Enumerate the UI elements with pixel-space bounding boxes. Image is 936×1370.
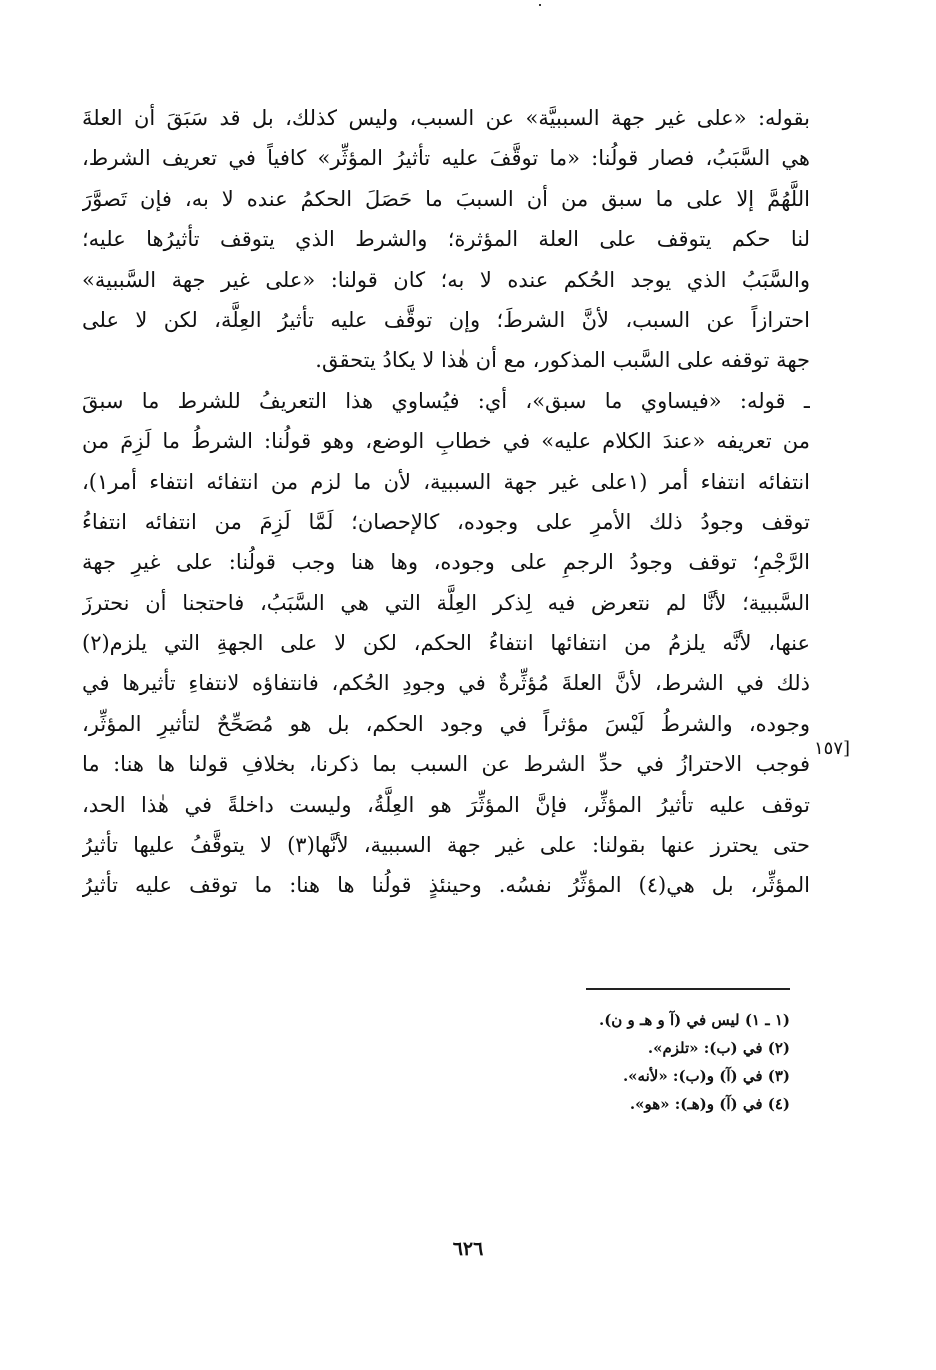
- text-line: بقوله: «على غير جهة السببيَّة» عن السبب، وليس كذلك، بل قد سَبَقَ أن العلةَ: [82, 106, 810, 130]
- text-line: والسَّبَبُ الذي يوجد الحُكم عنده لا به؛ كان قولنا: «على غير جهة السَّببية»: [82, 267, 810, 292]
- margin-page-reference: [١٥٧: [814, 738, 851, 759]
- text-line: الرَّجْمِ؛ توقف وجودُ الرجمِ على وجوده، وها هنا وجب قولُنا: على غيرِ جهة: [82, 550, 810, 575]
- page-number: ٦٢٦: [452, 1238, 484, 1260]
- text-line: وجوده، والشرطُ لَيْسَ مؤثراً في وجود الحكم، بل هو مُصَحِّحٌ لتأثيرِ المؤثِّر،: [82, 711, 810, 736]
- text-line: توقف عليه تأثيرُ المؤثِّر، فإنَّ المؤثِّرَ هو العِلَّةُ، وليست داخلةً في هٰذا الحد،: [82, 792, 810, 817]
- text-line: ـ قوله: «فيساوي ما سبق»، أي: فيُساوي هذا التعريفُ للشرط ما سبقَ: [82, 388, 810, 413]
- main-text: [82, 98, 810, 906]
- footnotes: [599, 1006, 790, 1118]
- text-line: من تعريفه «عندَ الكلام عليه» في خطابِ الوضع، وهو قولُنا: الشرطُ ما لَزِمَ من: [82, 429, 810, 454]
- text-line: هي السَّبَبُ، فصار قولُنا: «ما توقَّفَ عليه تأثيرُ المؤثِّر» كافياً في تعريف الشرط،: [82, 146, 810, 171]
- text-line: احترازاً عن السبب، لأنَّ الشرطَ؛ وإن توقَّف عليه تأثيرُ العِلَّة، لكن لا على: [82, 307, 810, 332]
- text-line: اللَّهُمَّ إلا على ما سبق من أن السببَ ما حَصَلَ الحكمُ عنده لا به، فإن تَصوَّرَ: [82, 186, 810, 211]
- footnote: (١ ـ ١) ليس في (آ و هـ و ن).: [598, 1011, 790, 1029]
- footnote: (٣) في (آ) و(ب): «لأنه».: [622, 1067, 790, 1085]
- scan-speck: [539, 4, 541, 6]
- text-line: عنها، لأنَّه يلزمُ من انتفائها انتفاءُ الحكم، لكن لا على الجهةِ التي يلزم(٢): [82, 631, 810, 656]
- text-line: لنا حكم يتوقف على العلة المؤثرة؛ والشرط الذي يتوقف تأثيرُها عليه؛: [82, 227, 810, 252]
- text-line: ذلك في الشرط، لأنَّ العلةَ مُؤثِّرةٌ في وجودِ الحُكم، فانتفاؤه لانتفاءِ تأثيرها في: [82, 671, 810, 696]
- text-line: توقف وجودُ ذلك الأمرِ على وجوده، كالإحصان؛ لَمَّا لَزِمَ من انتفائه انتفاءُ: [82, 509, 810, 534]
- footnote: (٢) في (ب): «تلزم».: [647, 1039, 790, 1057]
- text-line: جهة توقفه على السَّبب المذكور، مع أن هٰذا لا يكادُ يتحقق.: [315, 348, 810, 373]
- text-line: حتى يحترز عنها بقولنا: على غير جهة السببية، لأنَّها(٣) لا يتوقَّفُ عليها تأثيرُ: [82, 833, 810, 858]
- text-line: السَّببية؛ لأنَّا لم نتعرض فيه لِذكر العِلَّة التي هي السَّبَبُ، فاحتجنا أن نحترزَ: [82, 590, 810, 615]
- text-line: انتفائه انتفاء أمر (١على غير جهة السببية، لأن ما لزم من انتفائه انتفاء أمر١)،: [82, 469, 810, 494]
- footnote: (٤) في (آ) و(هـ): «هو».: [629, 1095, 790, 1113]
- text-line: فوجب الاحترازُ في حدِّ الشرط عن السبب بما ذكرنا، بخلافِ قولنا ها هنا: ما: [82, 752, 810, 777]
- text-line: المؤثِّر، بل هي(٤) المؤثِّرُ نفسُه. وحينئذٍ قولُنا ها هنا: ما توقف عليه تأثيرُ: [82, 873, 810, 898]
- footnote-separator: [586, 988, 790, 990]
